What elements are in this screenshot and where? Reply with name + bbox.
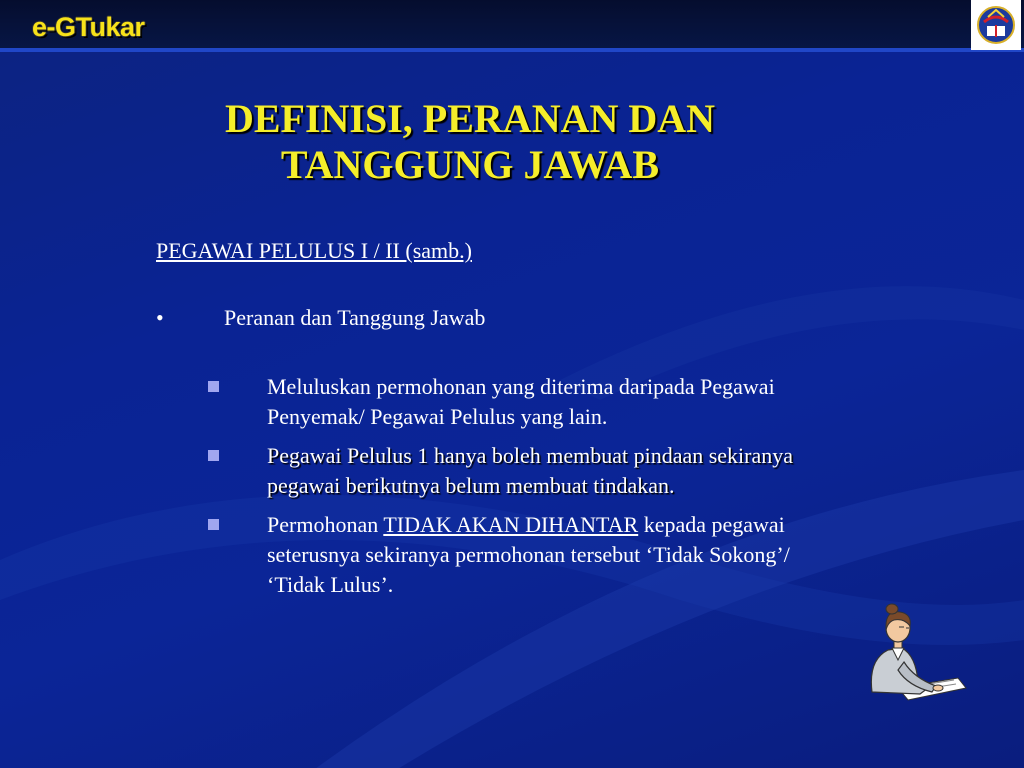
- ministry-crest-icon: [971, 0, 1021, 50]
- title-line-1: DEFINISI, PERANAN DAN: [224, 96, 716, 141]
- square-bullet-icon: [208, 519, 219, 530]
- bullet-marker: •: [156, 305, 164, 330]
- list-item-prefix: Permohonan: [267, 512, 384, 537]
- woman-writing-clipart: [858, 600, 968, 710]
- list-item: [208, 510, 848, 600]
- list-item: [208, 372, 848, 432]
- square-bullet-icon: [208, 381, 219, 392]
- brand-logo: e-GTukar: [32, 12, 145, 42]
- list-item: [208, 441, 848, 501]
- section-heading: PEGAWAI PELULUS I / II (samb.): [156, 238, 472, 263]
- square-bullet-icon: [208, 450, 219, 461]
- header-bar: [0, 0, 1024, 48]
- list-item-suffix: kepada pegawai seterusnya sekiranya permohonan tersebut ‘Tidak Sokong’/ ‘Tidak Lulus’.: [267, 512, 790, 597]
- list-item-text: Pegawai Pelulus 1 hanya boleh membuat pindaan sekiranya pegawai berikutnya belum membuat tindakan.: [267, 443, 794, 498]
- bullet-heading: Peranan dan Tanggung Jawab: [224, 305, 486, 330]
- sub-bullet-list: [208, 372, 848, 609]
- slide-title: [180, 96, 760, 188]
- header-divider: [0, 48, 1024, 52]
- list-item-text: Meluluskan permohonan yang diterima daripada Pegawai Penyemak/ Pegawai Pelulus yang lain.: [267, 374, 775, 429]
- list-item-emphasis: TIDAK AKAN DIHANTAR: [383, 512, 639, 537]
- title-line-2: TANGGUNG JAWAB: [280, 142, 660, 187]
